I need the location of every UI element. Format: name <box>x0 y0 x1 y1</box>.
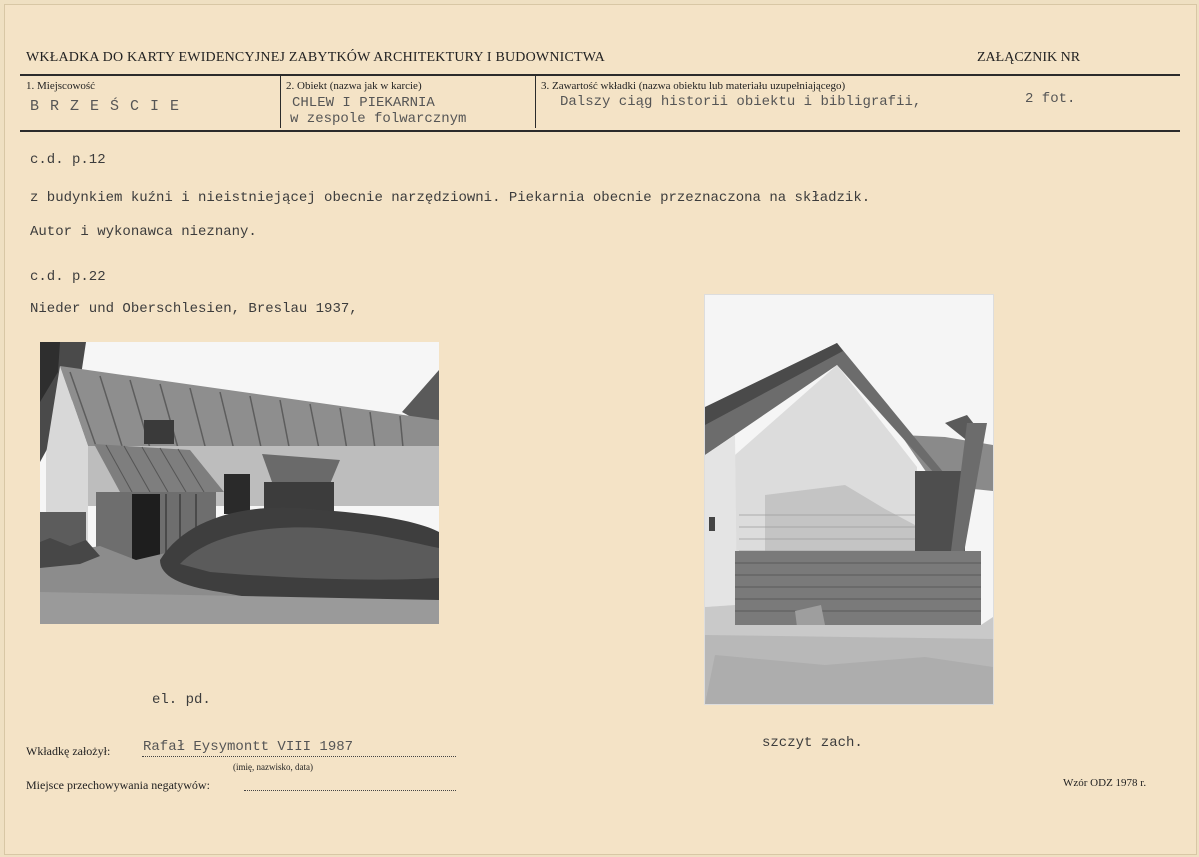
locality-label: 1. Miejscowość <box>26 80 96 92</box>
continuation-ref-1: c.d. p.12 <box>30 152 106 168</box>
form-title: WKŁADKA DO KARTY EWIDENCYJNEJ ZABYTKÓW ARCHITEKTURY I BUDOWNICTWA <box>26 50 605 65</box>
form-version-label: Wzór ODZ 1978 r. <box>1063 777 1147 789</box>
created-by-hint: (imię, nazwisko, data) <box>233 762 313 772</box>
object-label: 2. Obiekt (nazwa jak w karcie) <box>286 80 422 92</box>
locality-value: B R Z E Ś C I E <box>30 98 181 115</box>
continuation-ref-2: c.d. p.22 <box>30 269 106 285</box>
photo-west-gable <box>704 294 994 705</box>
field-divider-1 <box>280 76 281 128</box>
content-value: Dalszy ciąg historii obiektu i bibligrafii, <box>560 94 922 110</box>
created-by-line <box>142 756 456 757</box>
history-text-line-1: z budynkiem kuźni i nieistniejącej obecnie narzędziowni. Piekarnia obecnie przeznaczona na składzik. <box>30 190 871 206</box>
object-value-line1: CHLEW I PIEKARNIA <box>292 95 435 111</box>
field-divider-2 <box>535 76 536 128</box>
negatives-storage-line <box>244 790 456 791</box>
negatives-storage-label: Miejsce przechowywania negatywów: <box>26 778 210 792</box>
created-by-label: Wkładkę założył: <box>26 744 111 758</box>
created-by-value: Rafał Eysymontt VIII 1987 <box>143 739 354 755</box>
photo-caption-south: el. pd. <box>152 692 211 708</box>
object-value-line2: w zespole folwarcznym <box>290 111 467 127</box>
photo-caption-west: szczyt zach. <box>762 735 863 751</box>
content-photo-count: 2 fot. <box>1025 91 1076 107</box>
history-text-line-2: Autor i wykonawca nieznany. <box>30 224 257 240</box>
attachment-label: ZAŁĄCZNIK NR <box>977 50 1081 65</box>
header-rule-top <box>20 74 1180 76</box>
header-rule-bottom <box>20 130 1180 132</box>
photo-south-elevation <box>40 342 439 624</box>
content-label: 3. Zawartość wkładki (nazwa obiektu lub materiału uzupełniającego) <box>541 80 846 92</box>
bibliography-entry: Nieder und Oberschlesien, Breslau 1937, <box>30 301 358 317</box>
